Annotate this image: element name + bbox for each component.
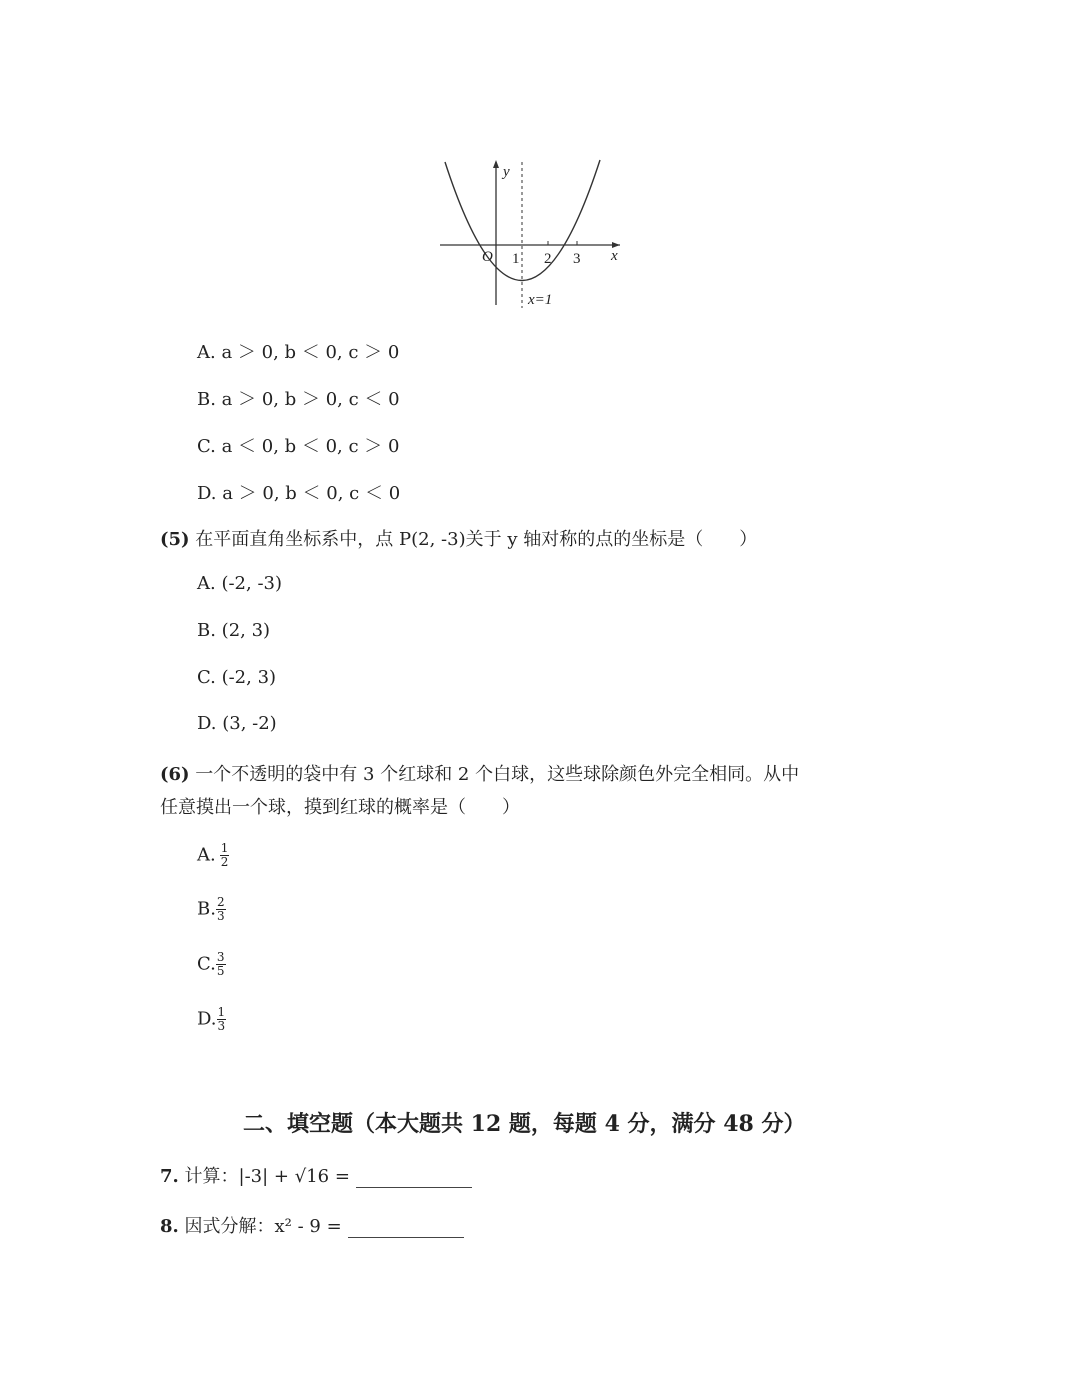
denominator: 3 xyxy=(217,1019,226,1033)
q5-option-d: D. (3, -2) xyxy=(197,713,277,734)
section-heading: 二、填空题（本大题共 12 题，每题 4 分，满分 48 分） xyxy=(243,1111,806,1137)
q7-text: 计算：|-3| + √16 = xyxy=(184,1166,350,1187)
q8-number: 8. xyxy=(160,1216,179,1237)
q6-option-d xyxy=(197,1006,226,1033)
origin-label: O xyxy=(482,249,493,265)
numerator: 1 xyxy=(217,1005,226,1019)
q4-option-d: D. a ＞ 0, b ＜ 0, c ＜ 0 xyxy=(197,483,401,504)
q5-question xyxy=(160,525,757,551)
q6-option-b xyxy=(197,896,226,923)
q6-question-line2: 任意摸出一个球，摸到红球的概率是（ ） xyxy=(160,797,520,818)
denominator: 5 xyxy=(216,964,225,978)
answer-blank[interactable] xyxy=(356,1169,472,1188)
y-label: y xyxy=(503,164,510,180)
q8-text: 因式分解：x² - 9 = xyxy=(184,1216,342,1237)
q4-option-b: B. a ＞ 0, b ＞ 0, c ＜ 0 xyxy=(197,389,400,410)
q5-number: (5) xyxy=(160,529,190,550)
tick-label: 1 xyxy=(512,251,520,267)
q5-option-b: B. (2, 3) xyxy=(197,620,271,641)
fraction xyxy=(216,896,226,923)
numerator: 3 xyxy=(216,950,225,964)
q6-option-a xyxy=(197,842,229,869)
option-label: C. xyxy=(197,953,216,975)
q8-question xyxy=(160,1212,464,1238)
numerator: 1 xyxy=(220,841,229,855)
q6-question-line1 xyxy=(160,760,799,786)
option-label: B. xyxy=(197,898,216,920)
q7-number: 7. xyxy=(160,1166,179,1187)
q5-option-a: A. (-2, -3) xyxy=(197,573,282,594)
symmetry-axis-label: x=1 xyxy=(528,292,553,308)
tick-label: 3 xyxy=(573,251,581,267)
q6-number: (6) xyxy=(160,764,190,785)
q5-text: 在平面直角坐标系中，点 P(2, -3)关于 y 轴对称的点的坐标是（ ） xyxy=(195,529,758,550)
tick-label: 2 xyxy=(544,251,552,267)
q6-text: 一个不透明的袋中有 3 个红球和 2 个白球，这些球除颜色外完全相同。从中 xyxy=(195,764,800,785)
denominator: 3 xyxy=(216,909,225,923)
parabola-graph xyxy=(420,150,640,315)
x-label: x xyxy=(611,248,618,264)
answer-blank[interactable] xyxy=(348,1219,464,1238)
q4-option-c: C. a ＜ 0, b ＜ 0, c ＞ 0 xyxy=(197,436,400,457)
fraction xyxy=(217,1006,227,1033)
option-label: D. xyxy=(197,1008,217,1030)
option-label: A. xyxy=(197,844,216,866)
q6-option-c xyxy=(197,951,226,978)
fraction xyxy=(220,842,230,869)
fraction xyxy=(216,951,226,978)
q4-option-a: A. a ＞ 0, b ＜ 0, c ＞ 0 xyxy=(197,342,400,363)
numerator: 2 xyxy=(216,895,225,909)
y-axis-arrow xyxy=(493,160,499,168)
q5-option-c: C. (-2, 3) xyxy=(197,667,277,688)
q7-question xyxy=(160,1162,472,1188)
denominator: 2 xyxy=(220,855,229,869)
